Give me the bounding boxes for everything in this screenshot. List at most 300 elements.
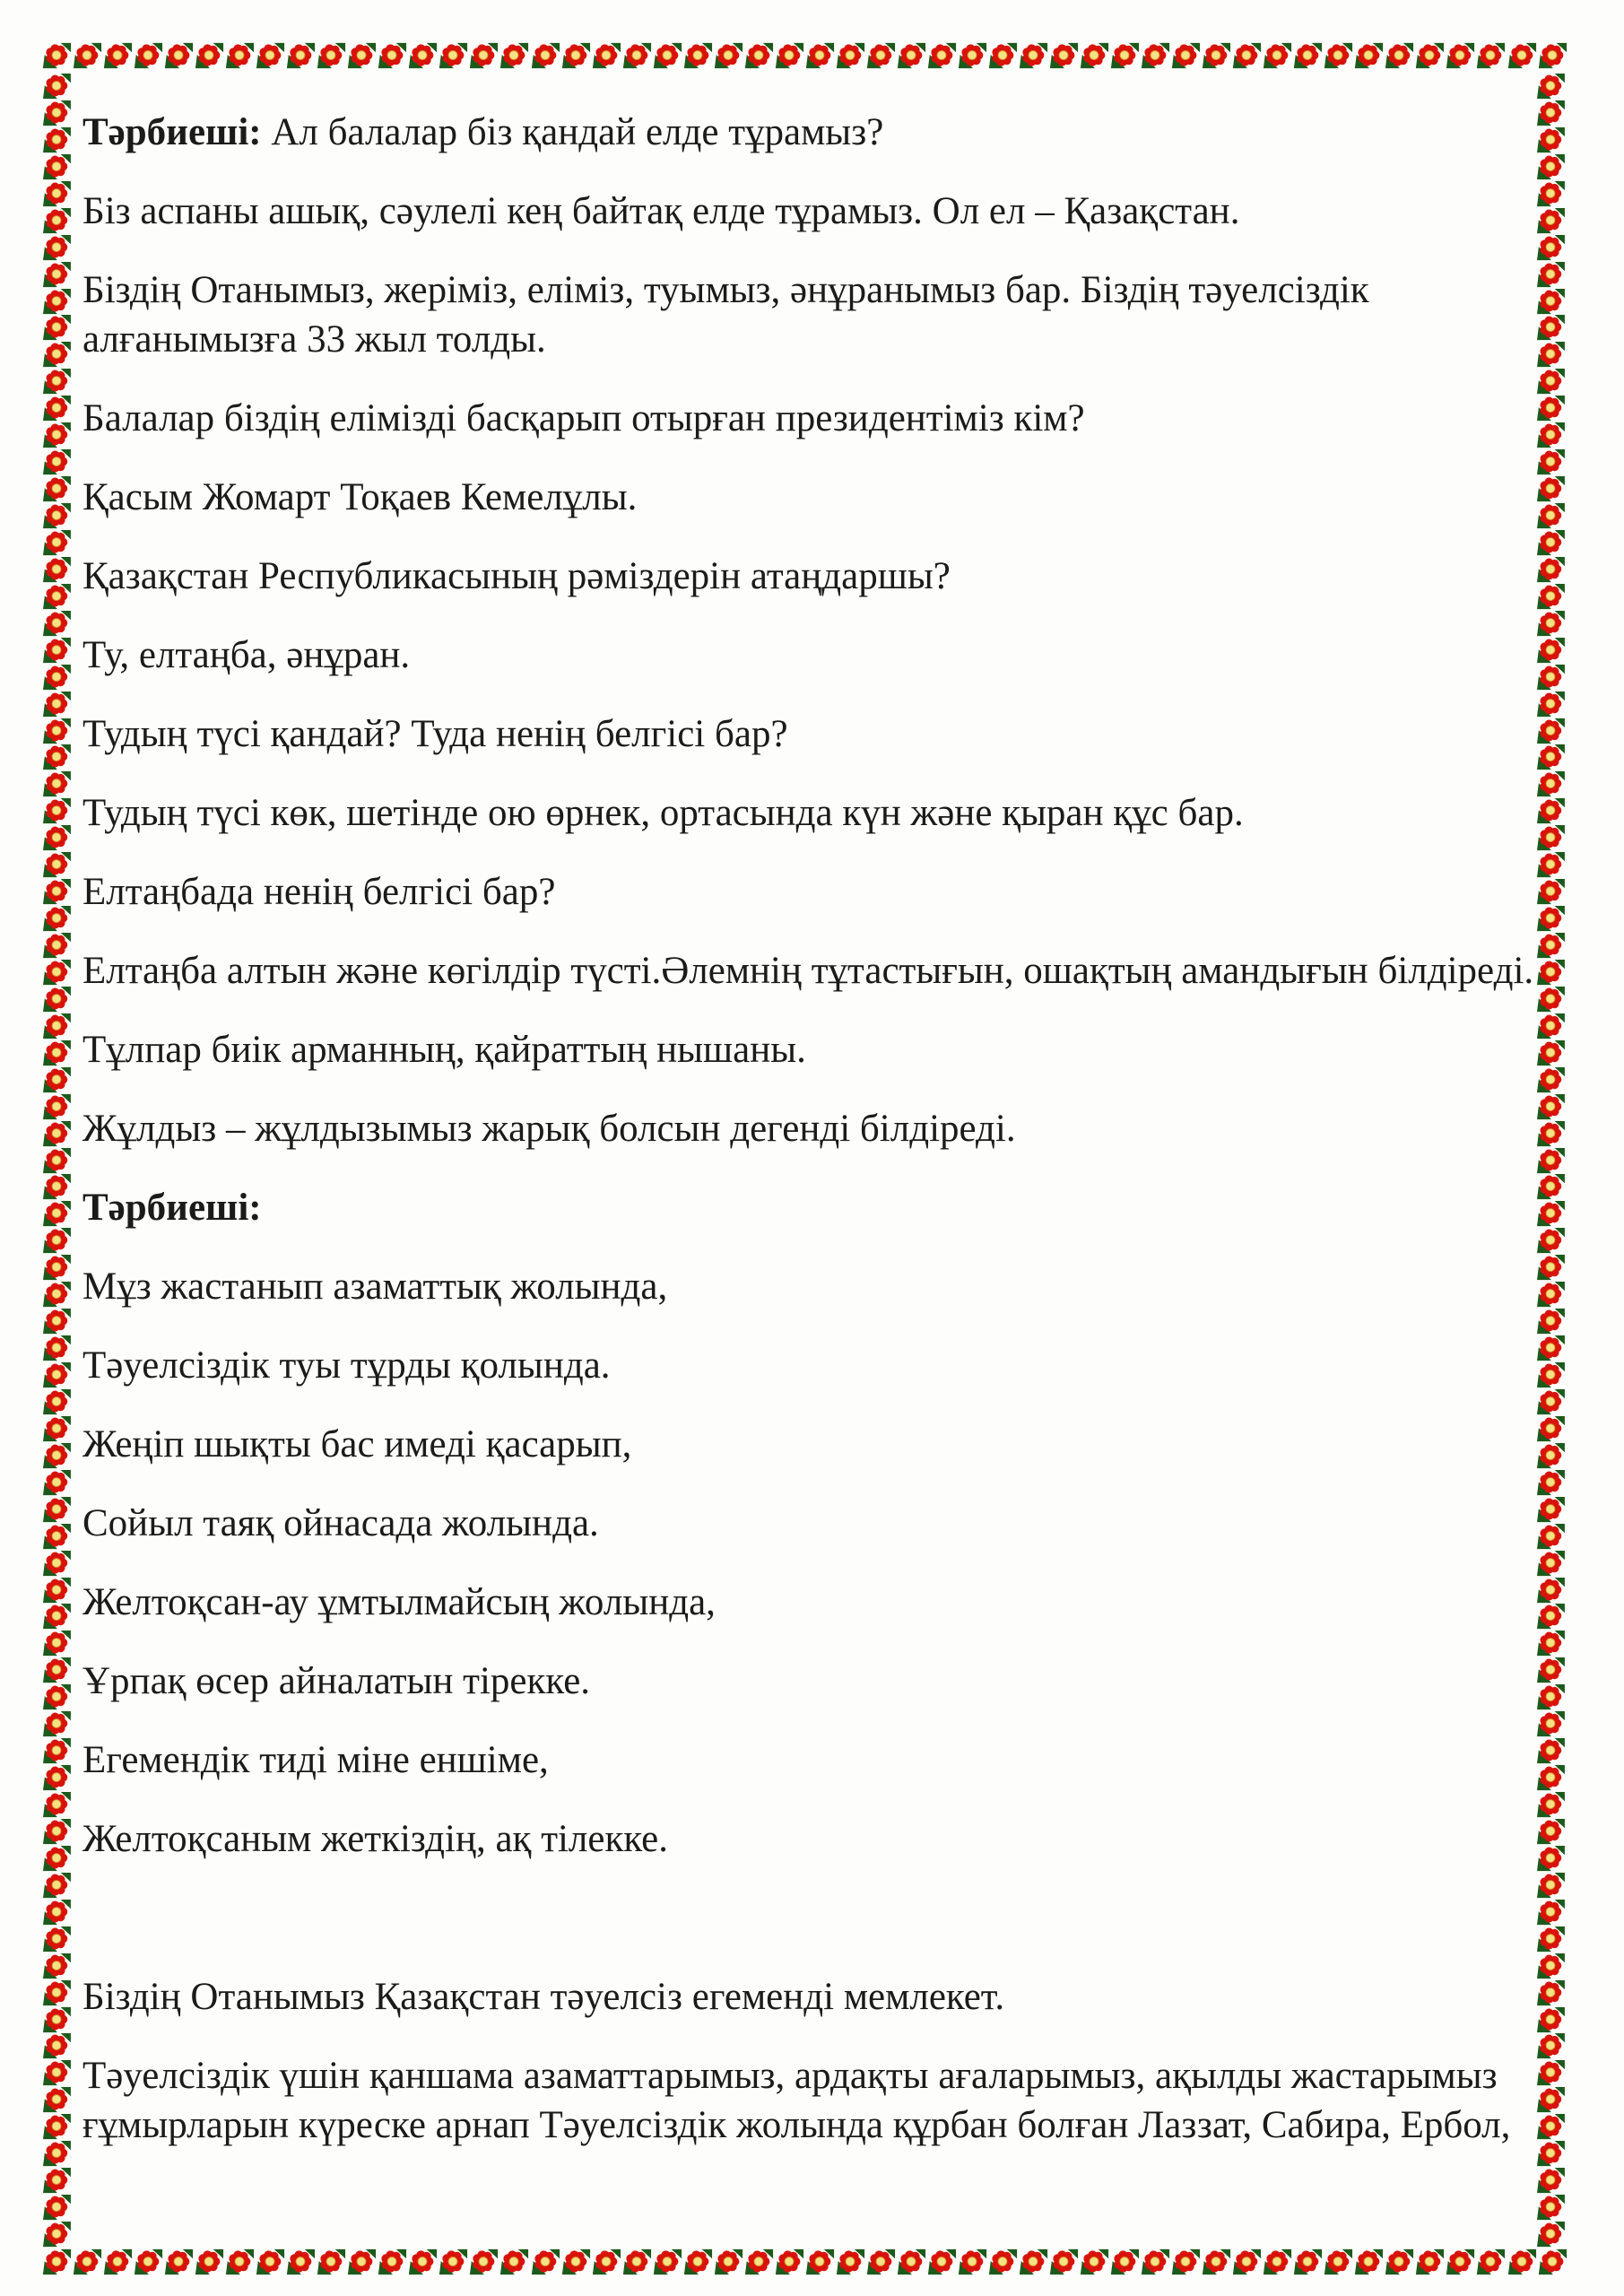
paragraph-line	[83, 1657, 1532, 1706]
flower-ornament-icon	[41, 1470, 72, 1496]
flower-ornament-icon	[41, 1067, 72, 1093]
flower-ornament-icon	[41, 1497, 72, 1523]
paragraph-line	[83, 1025, 1532, 1074]
flower-ornament-icon	[1535, 235, 1566, 261]
flower-ornament-icon	[1323, 2248, 1353, 2276]
flower-ornament-icon	[41, 665, 72, 691]
flower-ornament-icon	[41, 1389, 72, 1415]
flower-ornament-icon	[1535, 2087, 1566, 2113]
flower-ornament-icon	[41, 1980, 72, 2006]
flower-ornament-icon	[41, 208, 72, 234]
flower-ornament-icon	[713, 41, 743, 70]
flower-ornament-icon	[377, 2248, 407, 2276]
flower-ornament-icon	[41, 2114, 72, 2140]
flower-ornament-icon	[41, 100, 72, 126]
flower-ornament-icon	[41, 1657, 72, 1683]
flower-ornament-icon	[865, 41, 896, 70]
paragraph-text: Тәуелсіздік үшін қаншама азаматтарымыз, ардақты ағаларымыз, ақылды жастарымыз	[83, 2055, 1498, 2097]
flower-ornament-icon	[1535, 2114, 1566, 2140]
flower-ornament-icon	[1384, 2248, 1414, 2276]
flower-ornament-icon	[41, 1040, 72, 1066]
flower-ornament-icon	[591, 41, 621, 70]
paragraph-text: Желтоқсан-ау ұмтылмайсың жолында,	[83, 1581, 716, 1623]
flower-ornament-icon	[102, 2248, 133, 2276]
paragraph-text: Ту, елтаңба, әнұран.	[83, 634, 411, 676]
flower-ornament-icon	[1535, 422, 1566, 448]
flower-ornament-icon	[255, 41, 285, 70]
flower-ornament-icon	[835, 41, 865, 70]
flower-ornament-icon	[346, 41, 377, 70]
flower-ornament-icon	[1292, 41, 1323, 70]
flower-ornament-icon	[41, 1335, 72, 1361]
flower-ornament-icon	[1535, 611, 1566, 637]
paragraph-line	[83, 631, 1532, 680]
paragraph-line	[83, 1183, 1532, 1232]
flower-ornament-icon	[591, 2248, 621, 2276]
flower-ornament-icon	[41, 1255, 72, 1281]
flower-ornament-icon	[1079, 41, 1109, 70]
flower-ornament-icon	[1201, 41, 1231, 70]
flower-ornament-icon	[1535, 1470, 1566, 1496]
flower-ornament-icon	[41, 449, 72, 475]
flower-ornament-icon	[41, 1765, 72, 1791]
flower-ornament-icon	[1535, 476, 1566, 502]
flower-ornament-icon	[41, 154, 72, 180]
flower-ornament-icon	[1535, 1497, 1566, 1523]
flower-ornament-icon	[1018, 2248, 1048, 2276]
paragraph-text: ғұмырларын күреске арнап Тәуелсіздік жолында құрбан болған Лаззат, Сабира, Ербол,	[83, 2104, 1511, 2146]
flower-ornament-icon	[1535, 906, 1566, 932]
flower-ornament-icon	[1535, 1657, 1566, 1683]
speaker-label: Тәрбиеші:	[83, 111, 262, 153]
flower-ornament-icon	[1140, 41, 1170, 70]
flower-ornament-icon	[41, 1174, 72, 1200]
flower-ornament-icon	[133, 2248, 163, 2276]
flower-ornament-icon	[41, 960, 72, 986]
flower-ornament-icon	[41, 1094, 72, 1120]
paragraph-text: Тәуелсіздік туы тұрды қолында.	[83, 1344, 611, 1387]
flower-ornament-icon	[285, 41, 316, 70]
flower-ornament-icon	[41, 127, 72, 153]
flower-ornament-icon	[316, 2248, 346, 2276]
flower-ornament-icon	[530, 41, 560, 70]
flower-ornament-icon	[1535, 315, 1566, 341]
flower-ornament-icon	[1535, 691, 1566, 718]
flower-ornament-icon	[194, 41, 224, 70]
flower-ornament-icon	[41, 638, 72, 664]
flower-ornament-icon	[1535, 1980, 1566, 2006]
flower-ornament-icon	[1384, 41, 1414, 70]
flower-ornament-icon	[1535, 396, 1566, 422]
flower-ornament-icon	[41, 691, 72, 718]
flower-ornament-icon	[41, 2033, 72, 2059]
paragraph-text: Елтаңбада ненің белгісі бар?	[83, 871, 556, 913]
flower-ornament-icon	[1475, 41, 1506, 70]
flower-ornament-icon	[163, 2248, 194, 2276]
flower-ornament-icon	[1535, 127, 1566, 153]
flower-ornament-icon	[1535, 2222, 1566, 2248]
flower-ornament-icon	[1535, 1040, 1566, 1066]
flower-ornament-icon	[285, 2248, 316, 2276]
flower-ornament-icon	[652, 2248, 682, 2276]
flower-ornament-icon	[41, 2222, 72, 2248]
flower-ornament-icon	[835, 2248, 865, 2276]
flower-ornament-icon	[1535, 1309, 1566, 1335]
paragraph-line	[83, 2051, 1532, 2100]
flower-ornament-icon	[1535, 1765, 1566, 1791]
flower-ornament-icon	[41, 1201, 72, 1227]
flower-ornament-icon	[194, 2248, 224, 2276]
paragraph-line	[83, 394, 1532, 443]
flower-ornament-icon	[41, 987, 72, 1013]
flower-ornament-icon	[41, 1362, 72, 1388]
flower-ornament-icon	[41, 798, 72, 824]
flower-ornament-icon	[41, 262, 72, 288]
flower-ornament-icon	[41, 422, 72, 448]
flower-ornament-icon	[41, 1819, 72, 1845]
flower-ornament-icon	[926, 41, 957, 70]
flower-border-left	[41, 74, 74, 2248]
flower-ornament-icon	[1535, 1631, 1566, 1657]
paragraph-line	[83, 1420, 1532, 1469]
flower-ornament-icon	[560, 2248, 591, 2276]
flower-ornament-icon	[1445, 41, 1475, 70]
flower-ornament-icon	[1535, 1819, 1566, 1845]
flower-ornament-icon	[1535, 1282, 1566, 1308]
paragraph-text: Мұз жастанып азаматтық жолында,	[83, 1265, 668, 1308]
flower-ornament-icon	[41, 771, 72, 797]
paragraph-line	[83, 1972, 1532, 2022]
flower-ornament-icon	[41, 1282, 72, 1308]
flower-ornament-icon	[1262, 2248, 1292, 2276]
flower-ornament-icon	[1535, 1121, 1566, 1147]
flower-ornament-icon	[774, 41, 804, 70]
flower-ornament-icon	[41, 2248, 72, 2276]
flower-ornament-icon	[1535, 1148, 1566, 1174]
paragraph-line	[83, 1262, 1532, 1311]
flower-ornament-icon	[1535, 1335, 1566, 1361]
flower-ornament-icon	[102, 41, 133, 70]
flower-ornament-icon	[224, 2248, 255, 2276]
flower-ornament-icon	[1535, 342, 1566, 368]
flower-ornament-icon	[1535, 987, 1566, 1013]
flower-ornament-icon	[652, 41, 682, 70]
flower-ornament-icon	[1353, 41, 1384, 70]
flower-ornament-icon	[41, 1551, 72, 1577]
flower-ornament-icon	[1170, 2248, 1201, 2276]
paragraph-line	[83, 867, 1532, 917]
flower-ornament-icon	[41, 396, 72, 422]
flower-ornament-icon	[1535, 1067, 1566, 1093]
flower-ornament-icon	[1535, 1953, 1566, 1979]
flower-ornament-icon	[1537, 41, 1568, 70]
flower-ornament-icon	[896, 41, 926, 70]
flower-ornament-icon	[1535, 960, 1566, 986]
flower-ornament-icon	[1535, 1443, 1566, 1469]
flower-ornament-icon	[1445, 2248, 1475, 2276]
flower-ornament-icon	[621, 41, 652, 70]
flower-ornament-icon	[41, 369, 72, 395]
flower-ornament-icon	[1535, 181, 1566, 207]
flower-ornament-icon	[1535, 771, 1566, 797]
paragraph-line	[83, 1341, 1532, 1390]
flower-ornament-icon	[1535, 1873, 1566, 1899]
paragraph-line	[83, 108, 1532, 157]
flower-ornament-icon	[1414, 41, 1445, 70]
flower-ornament-icon	[41, 476, 72, 502]
flower-ornament-icon	[41, 879, 72, 905]
document-text	[83, 108, 1532, 2179]
paragraph-line	[83, 2100, 1532, 2150]
flower-ornament-icon	[1535, 1711, 1566, 1737]
flower-ornament-icon	[1231, 2248, 1262, 2276]
flower-ornament-icon	[1535, 1792, 1566, 1818]
flower-ornament-icon	[41, 1416, 72, 1442]
speaker-label: Тәрбиеші:	[83, 1187, 262, 1229]
flower-ornament-icon	[41, 1846, 72, 1872]
flower-ornament-icon	[1535, 1228, 1566, 1254]
flower-ornament-icon	[163, 41, 194, 70]
flower-ornament-icon	[41, 530, 72, 556]
paragraph-text: Қазақстан Республикасының рәміздерін атаңдаршы?	[83, 555, 951, 597]
flower-ornament-icon	[1535, 449, 1566, 475]
paragraph-text: Ал балалар біз қандай елде тұрамыз?	[271, 111, 884, 153]
paragraph-line	[83, 709, 1532, 759]
flower-ornament-icon	[1535, 798, 1566, 824]
flower-ornament-icon	[1414, 2248, 1445, 2276]
flower-ornament-icon	[499, 2248, 529, 2276]
flower-ornament-icon	[41, 41, 72, 70]
paragraph-text: Біз аспаны ашық, сәулелі кең байтақ елде тұрамыз. Ол ел – Қазақстан.	[83, 190, 1240, 232]
paragraph-text: Елтаңба алтын және көгілдір түсті.Әлемнің тұтастығын, ошақтың амандығын білдіреді.	[83, 950, 1534, 992]
flower-ornament-icon	[1535, 530, 1566, 556]
flower-ornament-icon	[1535, 2168, 1566, 2194]
flower-ornament-icon	[41, 1309, 72, 1335]
flower-ornament-icon	[1535, 1578, 1566, 1604]
flower-ornament-icon	[407, 41, 438, 70]
flower-ornament-icon	[72, 41, 102, 70]
flower-ornament-icon	[804, 2248, 835, 2276]
flower-ornament-icon	[41, 2060, 72, 2086]
flower-ornament-icon	[41, 342, 72, 368]
flower-ornament-icon	[1535, 557, 1566, 583]
flower-ornament-icon	[41, 1604, 72, 1630]
flower-ornament-icon	[377, 41, 407, 70]
flower-ornament-icon	[1535, 1900, 1566, 1926]
flower-ornament-icon	[41, 1684, 72, 1710]
flower-ornament-icon	[1535, 584, 1566, 610]
flower-ornament-icon	[346, 2248, 377, 2276]
flower-ornament-icon	[1535, 933, 1566, 959]
flower-ornament-icon	[1109, 2248, 1140, 2276]
flower-ornament-icon	[1535, 2195, 1566, 2221]
flower-ornament-icon	[1140, 2248, 1170, 2276]
flower-ornament-icon	[865, 2248, 896, 2276]
flower-ornament-icon	[468, 41, 499, 70]
flower-ornament-icon	[1535, 369, 1566, 395]
flower-ornament-icon	[682, 41, 713, 70]
flower-ornament-icon	[41, 1524, 72, 1550]
flower-ornament-icon	[1535, 262, 1566, 288]
flower-ornament-icon	[1535, 879, 1566, 905]
paragraph-text: Қасым Жомарт Тоқаев Кемелұлы.	[83, 476, 638, 518]
flower-ornament-icon	[41, 584, 72, 610]
flower-ornament-icon	[41, 1900, 72, 1926]
flower-ornament-icon	[41, 181, 72, 207]
flower-ornament-icon	[1535, 1201, 1566, 1227]
flower-ornament-icon	[438, 41, 468, 70]
flower-ornament-icon	[41, 611, 72, 637]
flower-border-right	[1535, 74, 1568, 2248]
flower-ornament-icon	[530, 2248, 560, 2276]
flower-ornament-icon	[743, 41, 774, 70]
flower-ornament-icon	[41, 235, 72, 261]
paragraph-line	[83, 187, 1532, 236]
paragraph-text: Егемендік тиді міне еншіме,	[83, 1739, 549, 1781]
flower-ornament-icon	[41, 1926, 72, 1952]
paragraph-text: Тудың түсі қандай? Туда ненің белгісі бар?	[83, 713, 788, 755]
paragraph-text: Желтоқсаным жеткіздің, ақ тілекке.	[83, 1818, 669, 1860]
flower-ornament-icon	[926, 2248, 957, 2276]
flower-ornament-icon	[1535, 1362, 1566, 1388]
paragraph-text: Балалар біздің елімізді басқарып отырған президентіміз кім?	[83, 397, 1085, 439]
flower-ornament-icon	[41, 718, 72, 744]
flower-ornament-icon	[1535, 2007, 1566, 2033]
flower-ornament-icon	[316, 41, 346, 70]
flower-ornament-icon	[1109, 41, 1140, 70]
flower-ornament-icon	[1535, 852, 1566, 878]
paragraph-text: Жұлдыз – жұлдызымыз жарық болсын дегенді білдіреді.	[83, 1108, 1016, 1150]
flower-ornament-icon	[1535, 825, 1566, 851]
flower-ornament-icon	[41, 1013, 72, 1039]
flower-ornament-icon	[468, 2248, 499, 2276]
flower-ornament-icon	[41, 2087, 72, 2113]
flower-ornament-icon	[41, 2168, 72, 2194]
flower-ornament-icon	[41, 1873, 72, 1899]
paragraph-line	[83, 946, 1532, 996]
flower-ornament-icon	[1535, 1094, 1566, 1120]
flower-ornament-icon	[1048, 41, 1079, 70]
flower-ornament-icon	[41, 1148, 72, 1174]
flower-ornament-icon	[1048, 2248, 1079, 2276]
flower-ornament-icon	[72, 2248, 102, 2276]
paragraph-line	[83, 1893, 1532, 1943]
flower-ornament-icon	[407, 2248, 438, 2276]
paragraph-line	[83, 473, 1532, 522]
paragraph-line	[83, 265, 1532, 315]
flower-ornament-icon	[41, 1792, 72, 1818]
flower-ornament-icon	[1475, 2248, 1506, 2276]
flower-ornament-icon	[41, 1953, 72, 1979]
flower-ornament-icon	[499, 41, 529, 70]
flower-ornament-icon	[41, 933, 72, 959]
flower-ornament-icon	[41, 906, 72, 932]
flower-ornament-icon	[41, 2007, 72, 2033]
flower-ornament-icon	[1018, 41, 1048, 70]
flower-ornament-icon	[774, 2248, 804, 2276]
flower-ornament-icon	[987, 41, 1018, 70]
paragraph-line	[83, 552, 1532, 601]
flower-ornament-icon	[1535, 665, 1566, 691]
flower-ornament-icon	[41, 852, 72, 878]
paragraph-text: Тұлпар биік арманның, қайраттың нышаны.	[83, 1029, 806, 1071]
flower-ornament-icon	[1535, 1524, 1566, 1550]
flower-ornament-icon	[41, 557, 72, 583]
flower-ornament-icon	[1535, 503, 1566, 529]
flower-ornament-icon	[1507, 2248, 1537, 2276]
flower-ornament-icon	[1535, 208, 1566, 234]
flower-ornament-icon	[1535, 154, 1566, 180]
flower-ornament-icon	[41, 2141, 72, 2167]
paragraph-line	[83, 1814, 1532, 1864]
flower-ornament-icon	[1535, 1604, 1566, 1630]
flower-border-top	[41, 41, 1568, 72]
flower-ornament-icon	[560, 41, 591, 70]
flower-ornament-icon	[1079, 2248, 1109, 2276]
flower-ornament-icon	[41, 1443, 72, 1469]
flower-ornament-icon	[41, 1631, 72, 1657]
flower-ornament-icon	[1535, 100, 1566, 126]
paragraph-line	[83, 1499, 1532, 1548]
flower-ornament-icon	[987, 2248, 1018, 2276]
paragraph-line	[83, 315, 1532, 364]
flower-ornament-icon	[1262, 41, 1292, 70]
paragraph-text: Біздің Отанымыз Қазақстан тәуелсіз егеменді мемлекет.	[83, 1976, 1005, 2018]
flower-ornament-icon	[1535, 1684, 1566, 1710]
flower-ornament-icon	[1170, 41, 1201, 70]
flower-ornament-icon	[1535, 1846, 1566, 1872]
paragraph-text: Сойыл таяқ ойнасада жолында.	[83, 1502, 599, 1544]
flower-ornament-icon	[1353, 2248, 1384, 2276]
flower-ornament-icon	[41, 2195, 72, 2221]
flower-ornament-icon	[1535, 1389, 1566, 1415]
flower-ornament-icon	[1535, 1416, 1566, 1442]
paragraph-text: Біздің Отанымыз, жеріміз, еліміз, туымыз, әнұранымыз бар. Біздің тәуелсіздік	[83, 269, 1369, 311]
flower-ornament-icon	[743, 2248, 774, 2276]
flower-ornament-icon	[896, 2248, 926, 2276]
flower-ornament-icon	[1535, 1255, 1566, 1281]
flower-ornament-icon	[41, 289, 72, 315]
flower-ornament-icon	[957, 2248, 987, 2276]
flower-ornament-icon	[41, 744, 72, 770]
flower-ornament-icon	[41, 825, 72, 851]
flower-ornament-icon	[1535, 2033, 1566, 2059]
flower-border-bottom	[41, 2248, 1568, 2278]
flower-ornament-icon	[804, 41, 835, 70]
flower-ornament-icon	[1535, 74, 1566, 100]
paragraph-line	[83, 1735, 1532, 1785]
flower-ornament-icon	[713, 2248, 743, 2276]
flower-ornament-icon	[1537, 2248, 1568, 2276]
paragraph-line	[83, 788, 1532, 838]
flower-ornament-icon	[1535, 1738, 1566, 1764]
flower-ornament-icon	[1323, 41, 1353, 70]
flower-ornament-icon	[1535, 744, 1566, 770]
flower-ornament-icon	[1535, 2060, 1566, 2086]
flower-ornament-icon	[957, 41, 987, 70]
flower-ornament-icon	[1231, 41, 1262, 70]
flower-ornament-icon	[682, 2248, 713, 2276]
flower-ornament-icon	[41, 1228, 72, 1254]
flower-ornament-icon	[41, 315, 72, 341]
paragraph-line	[83, 1104, 1532, 1153]
flower-ornament-icon	[1535, 1926, 1566, 1952]
flower-ornament-icon	[1535, 1013, 1566, 1039]
flower-ornament-icon	[1201, 2248, 1231, 2276]
flower-ornament-icon	[1535, 638, 1566, 664]
flower-ornament-icon	[621, 2248, 652, 2276]
flower-ornament-icon	[1535, 1551, 1566, 1577]
